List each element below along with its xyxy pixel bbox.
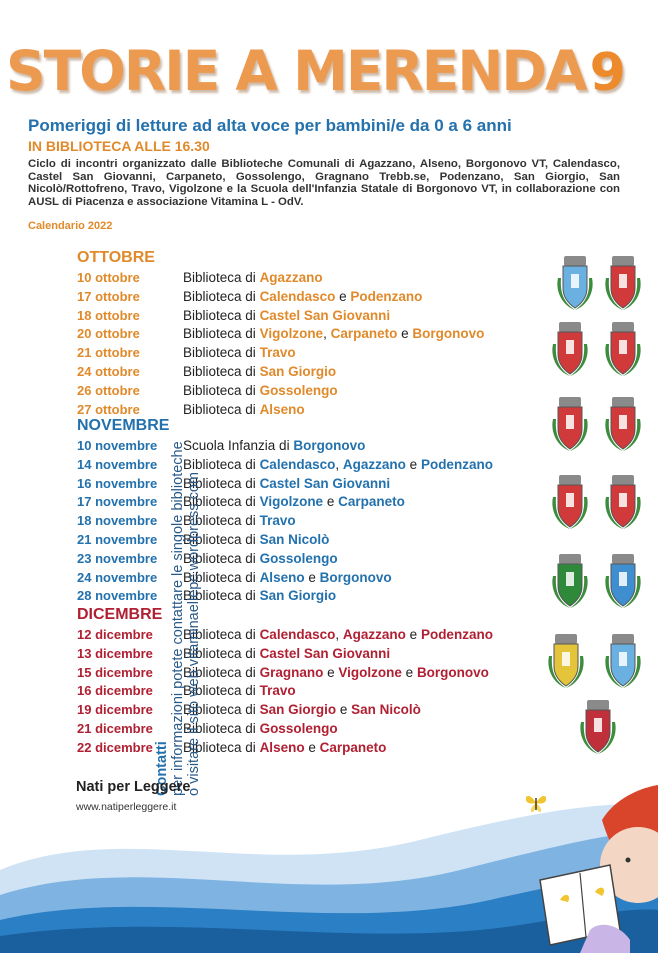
library-name: Podenzano — [350, 288, 423, 304]
event-place — [183, 701, 421, 719]
event-prefix: Biblioteca di — [183, 270, 256, 285]
event-place — [183, 325, 484, 343]
connector: e — [339, 288, 347, 304]
event-date: 28 novembre — [77, 588, 158, 604]
library-name: Travo — [259, 683, 296, 699]
library-name: Calendasco — [259, 456, 336, 472]
event-place — [183, 720, 338, 738]
event-date: 24 ottobre — [77, 364, 140, 379]
connector: e — [409, 456, 418, 472]
month-heading-novembre: NOVEMBRE — [77, 417, 170, 434]
library-name: Borgonovo — [293, 438, 366, 453]
event-place — [183, 437, 365, 455]
library-name: Agazzano — [342, 456, 406, 472]
connector: e — [326, 494, 335, 510]
connector: e — [327, 664, 335, 680]
library-name: San Giorgio — [259, 364, 337, 379]
library-name: Carpaneto — [330, 326, 398, 342]
month-heading-ottobre: OTTOBRE — [77, 249, 155, 266]
event-prefix: Biblioteca di — [183, 550, 256, 566]
event-date: 16 novembre — [77, 475, 158, 491]
municipal-crest-icon — [546, 634, 586, 690]
event-date: 21 novembre — [77, 532, 158, 547]
subtitle: Pomeriggi di letture ad alta voce per bambini/e da 0 a 6 anni — [28, 116, 512, 135]
library-name: Alseno — [259, 569, 305, 585]
library-name: Carpaneto — [338, 494, 405, 510]
event-place — [183, 344, 296, 362]
event-prefix: Biblioteca di — [183, 683, 256, 699]
event-place — [183, 288, 422, 306]
event-prefix: Biblioteca di — [183, 739, 256, 755]
event-place — [183, 569, 392, 587]
library-name: San Nicolò — [259, 532, 330, 547]
event-date: 21 dicembre — [77, 721, 153, 736]
library-name: Calendasco — [259, 288, 336, 304]
event-place — [183, 626, 493, 644]
event-prefix: Biblioteca di — [183, 364, 256, 379]
event-date: 13 dicembre — [77, 645, 153, 661]
event-prefix: Biblioteca di — [183, 345, 256, 361]
contacts-line-2: o visitare il sito web vitaminaellepc.wordpress.com — [186, 472, 202, 796]
event-prefix: Biblioteca di — [183, 307, 256, 323]
connector: e — [308, 569, 316, 585]
event-prefix: Biblioteca di — [183, 513, 256, 529]
event-date: 17 novembre — [77, 494, 158, 510]
event-date: 18 ottobre — [77, 307, 140, 323]
library-name: Castel San Giovanni — [259, 645, 391, 661]
event-date: 16 dicembre — [77, 683, 153, 699]
event-date: 17 ottobre — [77, 288, 140, 304]
municipal-crest-icon — [603, 554, 643, 610]
event-place — [183, 550, 338, 568]
library-name: Agazzano — [259, 270, 323, 285]
library-name: Agazzano — [342, 627, 406, 642]
event-prefix: Biblioteca di — [183, 288, 256, 304]
event-prefix: Biblioteca di — [183, 664, 256, 680]
event-place — [183, 456, 493, 474]
library-name: Podenzano — [420, 456, 493, 472]
library-name: Travo — [259, 513, 296, 529]
event-prefix: Biblioteca di — [183, 456, 256, 472]
event-prefix: Biblioteca di — [183, 382, 256, 398]
municipal-crest-icon — [550, 554, 590, 610]
municipal-crest-icon — [603, 634, 643, 690]
event-prefix: Biblioteca di — [183, 532, 256, 547]
description: Ciclo di incontri organizzato dalle Biblioteche Comunali di Agazzano, Alseno, Borgonovo VT, Calendasco, Castel San Giovanni, Carpaneto, Gossolengo, Gragnano Trebb.se, Podenzano, San Giorgio, San Nicolò/Rottofreno, Travo, Vigolzone e la Scuola dell'Infanzia Statale di Borgonovo VT, in collaborazione con AUSL di Piacenza e associazione Vitamina L - OdV. — [28, 158, 620, 208]
library-name: Podenzano — [420, 627, 493, 642]
municipal-crest-icon — [550, 397, 590, 453]
calendar-label: Calendario 2022 — [28, 220, 113, 232]
connector: , — [323, 326, 327, 342]
library-name: Borgonovo — [319, 569, 392, 585]
library-name: San Nicolò — [351, 702, 421, 718]
library-name: Vigolzone — [259, 494, 324, 510]
library-name: San Giorgio — [259, 702, 337, 718]
event-place — [183, 493, 405, 511]
library-name: Gragnano — [259, 664, 324, 680]
event-place — [183, 475, 390, 493]
library-name: Carpaneto — [319, 739, 387, 755]
library-name: Borgonovo — [416, 664, 489, 680]
connector: , — [335, 627, 340, 642]
event-place — [183, 269, 323, 287]
municipal-crest-icon — [550, 322, 590, 378]
connector: e — [405, 664, 414, 680]
event-date: 10 novembre — [77, 438, 158, 453]
library-name: Gossolengo — [259, 550, 338, 566]
event-date: 15 dicembre — [77, 664, 153, 680]
event-date: 26 ottobre — [77, 382, 140, 398]
event-date: 10 ottobre — [77, 270, 140, 285]
connector: e — [308, 739, 316, 755]
event-date: 18 novembre — [77, 513, 158, 529]
event-date: 14 novembre — [77, 456, 158, 472]
event-prefix: Biblioteca di — [183, 569, 256, 585]
connector: e — [409, 627, 418, 642]
event-prefix: Scuola Infanzia di — [183, 438, 290, 453]
library-name: Alseno — [259, 401, 305, 417]
municipal-crest-icon — [578, 700, 618, 756]
municipal-crest-icon — [555, 256, 595, 312]
reading-child-illustration — [520, 780, 658, 953]
title-text: STORIE A MERENDA — [6, 39, 586, 103]
connector: , — [335, 456, 340, 472]
event-prefix: Biblioteca di — [183, 627, 256, 642]
library-name: Borgonovo — [412, 326, 485, 342]
event-prefix: Biblioteca di — [183, 588, 256, 604]
connector: e — [401, 326, 409, 342]
event-place — [183, 664, 489, 682]
event-date: 22 dicembre — [77, 739, 153, 755]
event-place — [183, 382, 338, 400]
municipal-crest-icon — [603, 475, 643, 531]
library-name: Vigolzone — [259, 326, 324, 342]
month-heading-dicembre: DICEMBRE — [77, 606, 163, 623]
library-name: Castel San Giovanni — [259, 307, 391, 323]
event-prefix: Biblioteca di — [183, 721, 256, 736]
event-date: 12 dicembre — [77, 627, 153, 642]
library-name: Calendasco — [259, 627, 336, 642]
municipal-crest-icon — [603, 322, 643, 378]
event-prefix: Biblioteca di — [183, 326, 256, 342]
municipal-crest-icon — [603, 256, 643, 312]
event-place — [183, 739, 386, 757]
event-date: 27 ottobre — [77, 401, 140, 417]
municipal-crest-icon — [603, 397, 643, 453]
event-date: 24 novembre — [77, 569, 158, 585]
contacts-line-1: per informazioni potete contattare le singole biblioteche — [170, 441, 186, 796]
municipal-crest-icon — [550, 475, 590, 531]
event-prefix: Biblioteca di — [183, 475, 256, 491]
event-date: 23 novembre — [77, 550, 158, 566]
library-name: Castel San Giovanni — [259, 475, 391, 491]
library-name: Travo — [259, 345, 296, 361]
npl-title: Nati per Leggere — [76, 779, 191, 795]
contacts-label: Contatti — [154, 741, 170, 796]
event-place — [183, 307, 390, 325]
library-name: San Giorgio — [259, 588, 337, 604]
event-date: 20 ottobre — [77, 326, 140, 342]
event-date: 21 ottobre — [77, 345, 140, 361]
contacts-block — [154, 376, 206, 796]
event-prefix: Biblioteca di — [183, 494, 256, 510]
page-title — [6, 36, 646, 106]
time-banner: IN BIBLIOTECA ALLE 16.30 — [28, 138, 210, 154]
library-name: Gossolengo — [259, 382, 338, 398]
edition-number: 9 — [589, 43, 624, 103]
npl-url[interactable]: www.natiperleggere.it — [76, 801, 177, 813]
event-prefix: Biblioteca di — [183, 401, 256, 417]
event-date: 19 dicembre — [77, 702, 153, 718]
library-name: Alseno — [259, 739, 305, 755]
library-name: Vigolzone — [338, 664, 402, 680]
event-place — [183, 645, 390, 663]
event-prefix: Biblioteca di — [183, 702, 256, 718]
library-name: Gossolengo — [259, 721, 338, 736]
event-prefix: Biblioteca di — [183, 645, 256, 661]
connector: e — [339, 702, 348, 718]
